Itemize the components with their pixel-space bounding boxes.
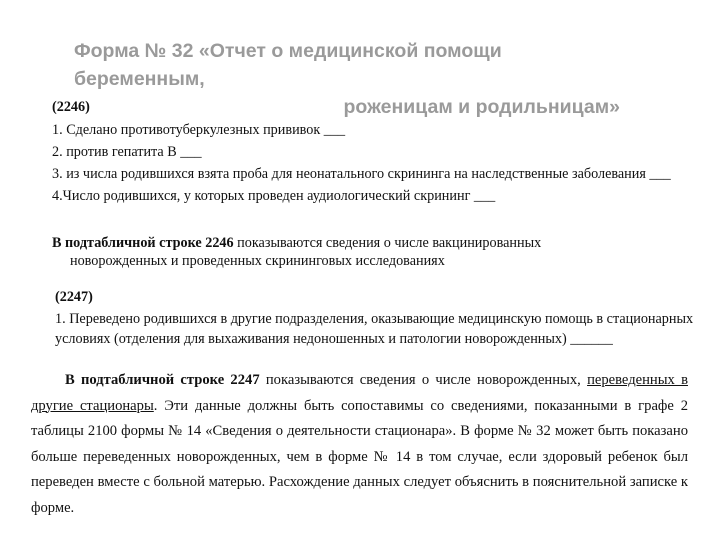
note-text: показываются сведения о числе новорожденных, [259, 372, 588, 388]
list-item: 4.Число родившихся, у которых проведен аудиологический скрининг ___ [52, 188, 496, 204]
note-2246 [52, 234, 652, 270]
note-line-1 [52, 234, 652, 252]
note-text: . Эти данные должны быть сопоставимы со сведениями, показанными в графе 2 таблицы 2100 формы № 14 «Сведения о деятельности стационара». В форме № 32 может быть показано больше переведенных новорожденных, чем в форме № 14 в том случае, если здоровый ребенок был переведен вместе с больной матерью. Расхождение данных следует объяснить в пояснительной записке к форме. [31, 397, 688, 516]
section-code: (2246) [52, 99, 90, 115]
section-2246 [52, 97, 676, 208]
list-item: 1. Переведено родившихся в другие подразделения, оказывающие медицинскую помощь в стационарных условиях (отделения для выхаживания недоношенных и патологии новорожденных) ______ [55, 311, 694, 347]
note-paragraph [31, 368, 688, 521]
title-line-2: роженицам и родильницам» [343, 96, 620, 118]
note-2247 [31, 368, 688, 521]
note-bold-label: В подтабличной строке 2246 [52, 235, 234, 251]
note-text: показываются сведения о числе вакцинированных [233, 235, 542, 251]
section-code: (2247) [55, 289, 93, 305]
list-item: 1. Сделано противотуберкулезных прививок ___ [52, 122, 346, 138]
underlined-text: переведенных в другие стационары [31, 372, 688, 414]
title-line-1: Форма № 32 «Отчет о медицинской помощи беременным, [74, 40, 502, 90]
list-item: 3. из числа родившихся взята проба для неонатального скрининга на наследственные заболевания ___ [52, 166, 671, 182]
note-bold-label: В подтабличной строке 2247 [65, 372, 260, 388]
section-2247 [55, 287, 695, 349]
list-item: 2. против гепатита В ___ [52, 144, 202, 160]
note-line-2: новорожденных и проведенных скрининговых исследованиях [70, 253, 445, 269]
